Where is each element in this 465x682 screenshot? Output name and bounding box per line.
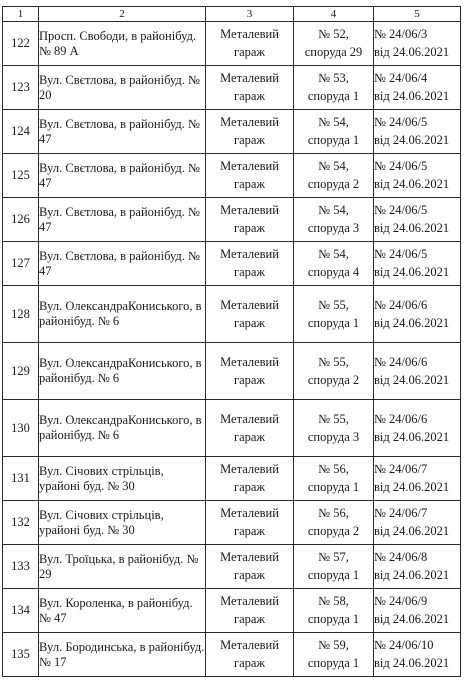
structure-type-cell-line: Металевий (220, 411, 279, 426)
structure-type-cell-line: Металевий (220, 594, 279, 608)
structure-type-cell-line: гараж (233, 221, 266, 235)
structure-type-cell-line: гараж (233, 177, 266, 191)
decision-cell-line: № 24/06/7 (374, 506, 428, 520)
decision-cell-line: від 24.06.2021 (374, 656, 450, 670)
decision-cell-line: від 24.06.2021 (374, 177, 450, 191)
decision-cell-line: від 24.06.2021 (374, 429, 450, 444)
structure-type-cell-line: Металевий (220, 27, 279, 41)
table-row (3, 545, 461, 589)
structure-type-cell-line: гараж (233, 429, 266, 444)
decision-cell (374, 633, 461, 677)
address-cell-line: Кониського, в районі (39, 413, 202, 442)
object-number-cell-line: споруда 29 (304, 45, 363, 59)
column-header: 2 (39, 7, 206, 22)
decision-cell-line: № 24/06/3 (374, 27, 428, 41)
decision-cell-line: № 24/06/5 (374, 159, 428, 173)
address-cell-line: Кониського, в районі (39, 299, 202, 328)
address-cell-line: Вул. Свєтлова, в районі (39, 72, 165, 87)
object-number-cell (294, 343, 374, 400)
address-cell-line: Вул. Свєтлова, в районі (39, 160, 165, 175)
structure-type-cell-line: Металевий (220, 71, 279, 85)
address-cell (39, 400, 206, 457)
structure-type-cell (206, 110, 294, 154)
structure-type-cell-line: гараж (233, 568, 266, 582)
object-number-cell-line: № 54, (318, 115, 349, 129)
structure-type-cell-line: Металевий (220, 115, 279, 129)
address-cell-line: Просп. Свободи, в районі (39, 28, 176, 43)
register-table-body (3, 7, 461, 677)
address-cell (39, 457, 206, 501)
object-number-cell-line: споруда 2 (307, 177, 360, 191)
address-cell (39, 110, 206, 154)
structure-type-cell (206, 22, 294, 66)
address-cell (39, 633, 206, 677)
column-header: 4 (294, 7, 374, 22)
structure-type-cell-line: гараж (233, 656, 266, 670)
table-row (3, 154, 461, 198)
decision-cell-line: від 24.06.2021 (374, 89, 450, 103)
decision-cell-line: № 24/06/5 (374, 247, 428, 261)
decision-cell (374, 589, 461, 633)
address-cell-line: районі буд. № 30 (45, 478, 135, 493)
structure-type-cell (206, 66, 294, 110)
decision-cell-line: № 24/06/8 (374, 550, 428, 564)
row-number: 135 (3, 633, 39, 677)
object-number-cell-line: № 57, (318, 550, 349, 564)
decision-cell (374, 66, 461, 110)
decision-cell-line: № 24/06/6 (374, 411, 428, 426)
address-cell-line: Вул. Олександра (39, 299, 129, 313)
object-number-cell (294, 545, 374, 589)
table-row (3, 457, 461, 501)
address-cell-line: буд. № 47 (39, 204, 200, 234)
object-number-cell-line: споруда 1 (307, 568, 360, 582)
object-number-cell (294, 633, 374, 677)
object-number-cell-line: № 58, (318, 594, 349, 608)
decision-cell-line: від 24.06.2021 (374, 524, 450, 538)
object-number-cell-line: споруда 2 (307, 372, 360, 387)
structure-type-cell-line: Металевий (220, 297, 279, 312)
object-number-cell-line: № 54, (318, 203, 349, 217)
structure-type-cell-line: гараж (233, 524, 266, 538)
object-number-cell-line: № 55, (318, 411, 349, 426)
address-cell-line: Вул. Січових стрільців, у (39, 507, 164, 537)
structure-type-cell (206, 286, 294, 343)
decision-cell-line: № 24/06/10 (374, 638, 434, 652)
row-number: 131 (3, 457, 39, 501)
address-cell-line: Вул. Троїцька, в районі (39, 551, 163, 566)
object-number-cell-line: споруда 1 (307, 315, 360, 330)
object-number-cell (294, 286, 374, 343)
table-row (3, 633, 461, 677)
object-number-cell-line: № 59, (318, 638, 349, 652)
table-row (3, 242, 461, 286)
object-number-cell-line: № 55, (318, 354, 349, 369)
table-row (3, 501, 461, 545)
decision-cell-line: від 24.06.2021 (374, 45, 450, 59)
object-number-cell (294, 242, 374, 286)
decision-cell-line: № 24/06/5 (374, 203, 428, 217)
object-number-cell-line: споруда 1 (307, 480, 360, 494)
object-number-cell-line: споруда 4 (307, 265, 360, 279)
structure-type-cell-line: гараж (233, 315, 266, 330)
decision-cell (374, 286, 461, 343)
object-number-cell (294, 66, 374, 110)
address-cell (39, 22, 206, 66)
row-number: 128 (3, 286, 39, 343)
decision-cell (374, 22, 461, 66)
address-cell (39, 501, 206, 545)
decision-cell (374, 242, 461, 286)
address-cell-line: буд. № 47 (39, 595, 193, 625)
object-number-cell (294, 589, 374, 633)
structure-type-cell (206, 154, 294, 198)
object-number-cell-line: № 54, (318, 159, 349, 173)
decision-cell-line: № 24/06/5 (374, 115, 428, 129)
address-cell-line: буд. № 6 (73, 314, 120, 328)
row-number: 124 (3, 110, 39, 154)
address-cell-line: буд. № 29 (39, 551, 199, 581)
decision-cell-line: від 24.06.2021 (374, 221, 450, 235)
address-cell-line: буд. № 17 (39, 639, 205, 669)
decision-cell (374, 198, 461, 242)
address-cell-line: Вул. Олександра (39, 413, 129, 427)
structure-type-cell-line: гараж (233, 45, 266, 59)
decision-cell (374, 457, 461, 501)
table-row (3, 589, 461, 633)
row-number: 123 (3, 66, 39, 110)
object-number-cell-line: № 52, (318, 27, 349, 41)
row-number: 122 (3, 22, 39, 66)
address-cell-line: буд. № 6 (73, 371, 120, 385)
structure-type-cell-line: Металевий (220, 638, 279, 652)
address-cell-line: буд. № 47 (39, 116, 200, 146)
structure-type-cell (206, 545, 294, 589)
address-cell-line: Вул. Короленка, в районі (39, 595, 172, 610)
structure-type-cell (206, 589, 294, 633)
decision-cell (374, 154, 461, 198)
structure-type-cell (206, 457, 294, 501)
decision-cell-line: № 24/06/7 (374, 462, 428, 476)
object-number-cell-line: споруда 3 (307, 221, 360, 235)
structure-type-cell-line: гараж (233, 89, 266, 103)
object-number-cell (294, 400, 374, 457)
object-number-cell (294, 154, 374, 198)
column-header: 5 (374, 7, 461, 22)
header-row (3, 7, 461, 22)
row-number: 129 (3, 343, 39, 400)
object-number-cell (294, 110, 374, 154)
object-number-cell-line: споруда 1 (307, 133, 360, 147)
decision-cell-line: від 24.06.2021 (374, 315, 450, 330)
address-cell-line: Вул. Свєтлова, в районі (39, 116, 165, 131)
table-row (3, 66, 461, 110)
address-cell-line: Вул. Січових стрільців, у (39, 463, 164, 493)
address-cell (39, 154, 206, 198)
structure-type-cell-line: Металевий (220, 203, 279, 217)
object-number-cell-line: № 56, (318, 462, 349, 476)
address-cell (39, 286, 206, 343)
object-number-cell (294, 501, 374, 545)
decision-cell (374, 343, 461, 400)
address-cell (39, 66, 206, 110)
decision-cell-line: № 24/06/6 (374, 297, 428, 312)
address-cell (39, 589, 206, 633)
decision-cell-line: № 24/06/4 (374, 71, 428, 85)
object-number-cell-line: № 53, (318, 71, 349, 85)
table-row (3, 286, 461, 343)
address-cell-line: Вул. Бородинська, в районі (39, 639, 184, 654)
decision-cell (374, 501, 461, 545)
structure-type-cell-line: гараж (233, 133, 266, 147)
object-number-cell-line: споруда 1 (307, 612, 360, 626)
structure-type-cell-line: гараж (233, 265, 266, 279)
decision-cell-line: від 24.06.2021 (374, 372, 450, 387)
object-number-cell (294, 22, 374, 66)
decision-cell-line: від 24.06.2021 (374, 568, 450, 582)
row-number: 127 (3, 242, 39, 286)
decision-cell-line: від 24.06.2021 (374, 612, 450, 626)
structure-type-cell (206, 501, 294, 545)
address-cell-line: буд. № 47 (39, 248, 200, 278)
structure-type-cell (206, 400, 294, 457)
address-cell-line: буд. № 6 (73, 428, 120, 442)
structure-type-cell (206, 242, 294, 286)
address-cell (39, 545, 206, 589)
structure-type-cell-line: Металевий (220, 354, 279, 369)
structure-type-cell (206, 343, 294, 400)
column-header: 3 (206, 7, 294, 22)
decision-cell-line: від 24.06.2021 (374, 133, 450, 147)
address-cell-line: буд. № 47 (39, 160, 200, 190)
structure-type-cell-line: Металевий (220, 550, 279, 564)
object-number-cell-line: споруда 1 (307, 89, 360, 103)
row-number: 133 (3, 545, 39, 589)
address-cell-line: Кониського, в районі (39, 356, 202, 385)
structure-type-cell-line: Металевий (220, 462, 279, 476)
address-cell-line: Вул. Свєтлова, в районі (39, 204, 165, 219)
object-number-cell-line: № 54, (318, 247, 349, 261)
address-cell-line: буд. № 20 (39, 72, 200, 102)
structure-type-cell-line: Металевий (220, 506, 279, 520)
structure-type-cell-line: гараж (233, 612, 266, 626)
decision-cell-line: № 24/06/6 (374, 354, 428, 369)
decision-cell (374, 400, 461, 457)
object-number-cell-line: споруда 2 (307, 524, 360, 538)
object-number-cell-line: споруда 3 (307, 429, 360, 444)
column-header: 1 (3, 7, 39, 22)
row-number: 130 (3, 400, 39, 457)
decision-cell (374, 110, 461, 154)
object-number-cell (294, 457, 374, 501)
table-row (3, 198, 461, 242)
address-cell-line: Вул. Свєтлова, в районі (39, 248, 165, 263)
address-cell-line: районі буд. № 30 (45, 522, 135, 537)
table-row (3, 110, 461, 154)
row-number: 132 (3, 501, 39, 545)
decision-cell-line: від 24.06.2021 (374, 480, 450, 494)
object-number-cell-line: споруда 1 (307, 656, 360, 670)
decision-cell-line: від 24.06.2021 (374, 265, 450, 279)
decision-cell-line: № 24/06/9 (374, 594, 428, 608)
address-cell-line: Вул. Олександра (39, 356, 129, 370)
row-number: 126 (3, 198, 39, 242)
table-row (3, 343, 461, 400)
decision-cell (374, 545, 461, 589)
table-row (3, 22, 461, 66)
structure-type-cell (206, 633, 294, 677)
address-cell (39, 198, 206, 242)
structure-type-cell-line: Металевий (220, 247, 279, 261)
object-number-cell-line: № 56, (318, 506, 349, 520)
structure-type-cell-line: Металевий (220, 159, 279, 173)
table-row (3, 400, 461, 457)
address-cell (39, 343, 206, 400)
structure-type-cell-line: гараж (233, 480, 266, 494)
row-number: 125 (3, 154, 39, 198)
structure-type-cell (206, 198, 294, 242)
object-number-cell-line: № 55, (318, 297, 349, 312)
object-number-cell (294, 198, 374, 242)
address-cell (39, 242, 206, 286)
address-cell-line: буд. № 89 А (39, 28, 197, 58)
row-number: 134 (3, 589, 39, 633)
structure-type-cell-line: гараж (233, 372, 266, 387)
register-table (2, 6, 461, 677)
